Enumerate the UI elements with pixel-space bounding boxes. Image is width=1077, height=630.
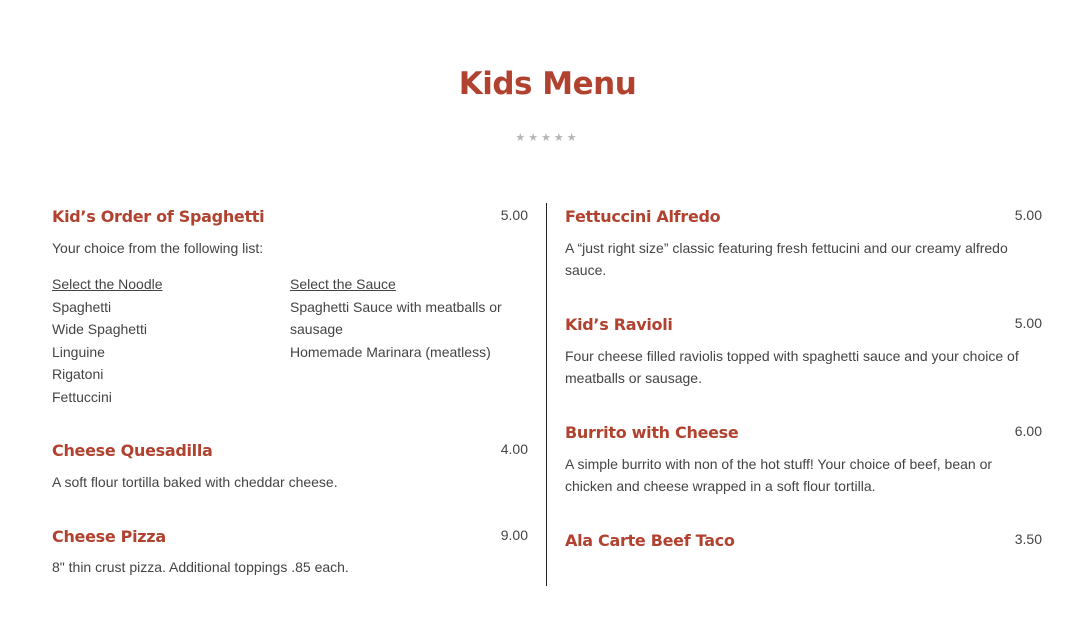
star-divider-icon: ★★★★★ <box>515 132 580 144</box>
noodle-list <box>52 273 163 408</box>
item-price: 5.00 <box>1014 207 1042 223</box>
item-description: Your choice from the following list: <box>52 240 264 256</box>
sauce-option: Homemade Marinara (meatless) <box>290 343 491 360</box>
item-name: Kid’s Order of Spaghetti <box>52 207 265 226</box>
item-description: A simple burrito with non of the hot stuff! Your choice of beef, bean or chicken and cheese wrapped in a soft flour tortilla. <box>565 456 993 494</box>
item-description: A “just right size” classic featuring fresh fettucini and our creamy alfredo sauce. <box>565 240 1008 278</box>
item-price: 6.00 <box>1014 423 1042 439</box>
item-name: Fettuccini Alfredo <box>565 207 721 226</box>
item-price: 3.50 <box>1014 531 1042 547</box>
item-name: Cheese Pizza <box>52 527 166 546</box>
noodle-option: Spaghetti <box>52 298 112 315</box>
page-title: Kids Menu <box>458 66 637 102</box>
item-name: Burrito with Cheese <box>565 423 739 442</box>
item-name: Ala Carte Beef Taco <box>565 531 735 550</box>
item-name: Kid’s Ravioli <box>565 315 673 334</box>
item-price: 4.00 <box>500 441 528 457</box>
noodle-option: Rigatoni <box>52 366 104 382</box>
item-price: 9.00 <box>500 527 528 543</box>
noodle-option: Wide Spaghetti <box>52 321 147 337</box>
item-price: 5.00 <box>1014 315 1042 331</box>
sauce-list <box>290 273 528 363</box>
noodle-option: Fettuccini <box>52 388 112 405</box>
noodle-heading: Select the Noodle <box>52 276 163 292</box>
item-description: Four cheese filled raviolis topped with spaghetti sauce and your choice of meatballs or sausage. <box>565 348 1019 386</box>
item-name: Cheese Quesadilla <box>52 441 213 460</box>
column-divider <box>546 203 547 586</box>
sauce-heading: Select the Sauce <box>290 276 396 292</box>
item-description: A soft flour tortilla baked with cheddar cheese. <box>52 474 338 490</box>
sauce-option: Spaghetti Sauce with meatballs or sausage <box>290 298 502 337</box>
item-price: 5.00 <box>500 207 528 223</box>
item-description: 8" thin crust pizza. Additional toppings .85 each. <box>52 559 349 575</box>
noodle-option: Linguine <box>52 343 105 360</box>
